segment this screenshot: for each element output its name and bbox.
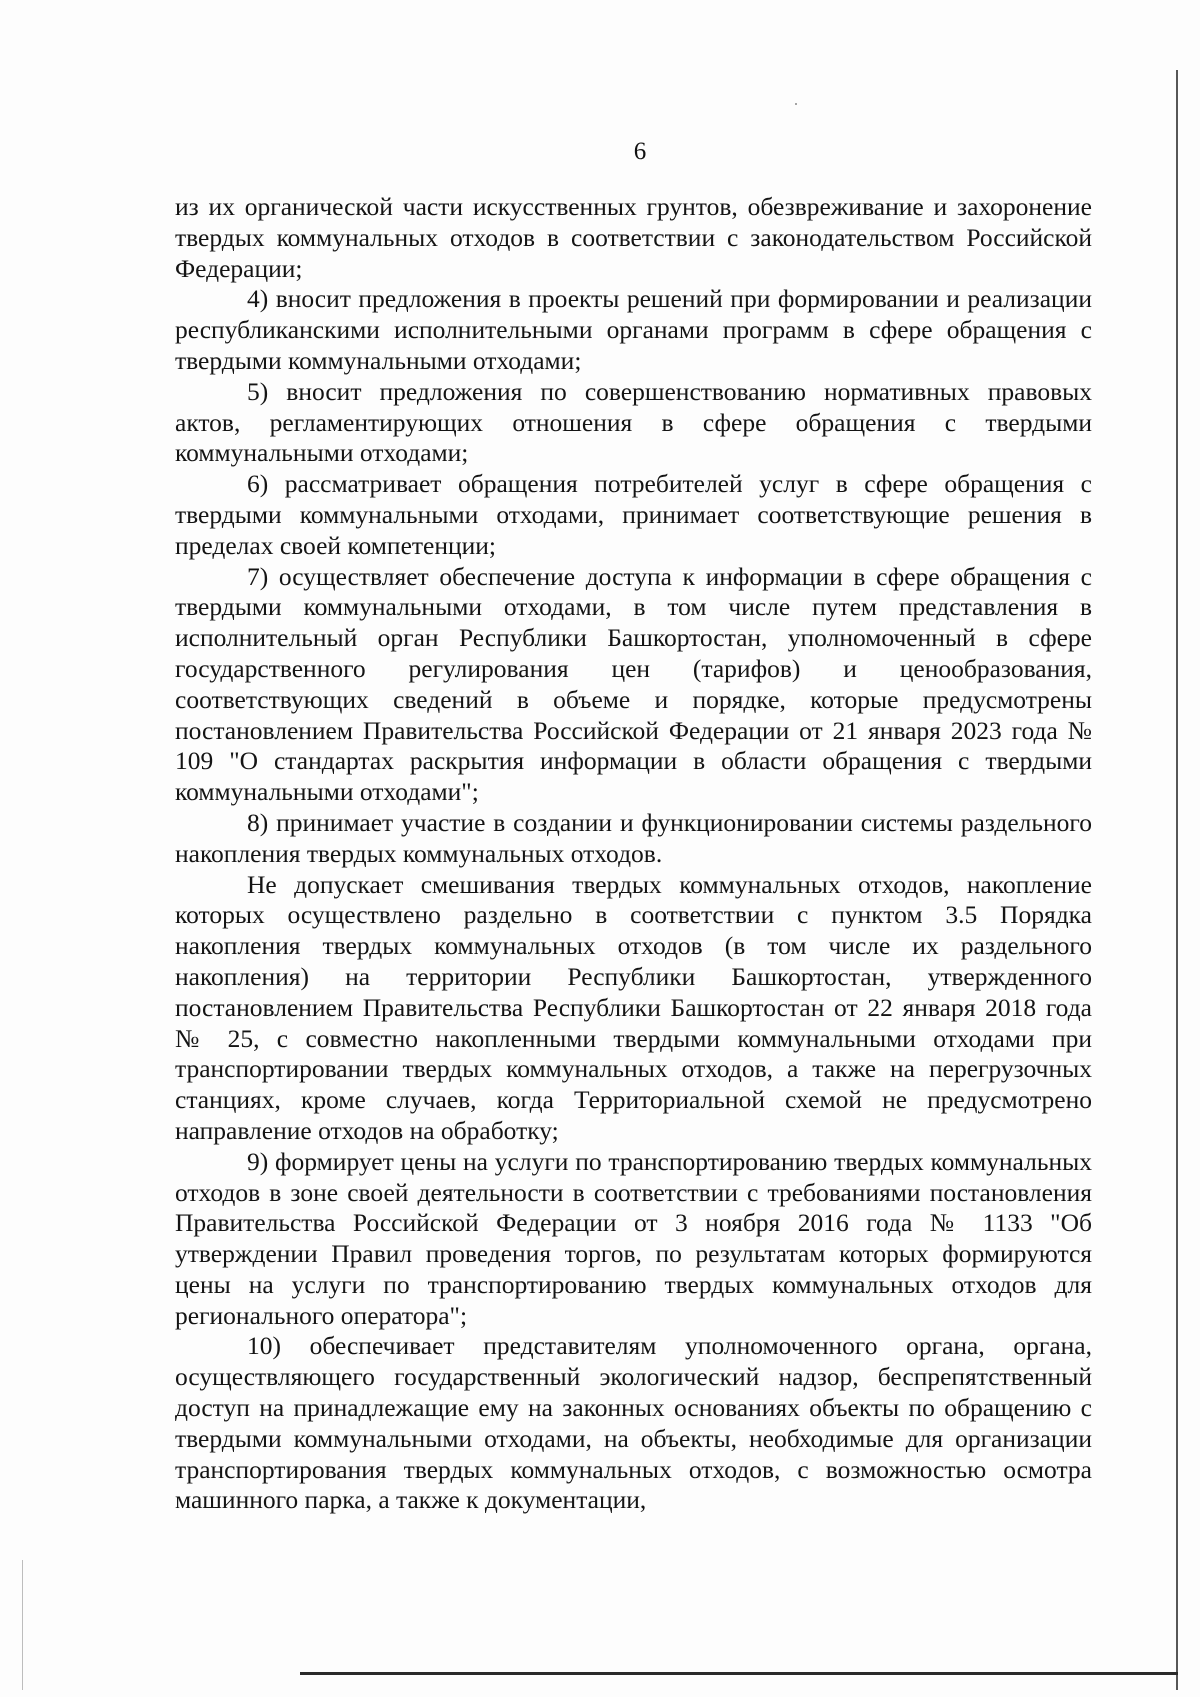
paragraph-item-4: 4) вносит предложения в проекты решений при формировании и реализации республиканскими исполнительными органами программ в сфере обращения с твердыми коммунальными отходами; xyxy=(175,284,1092,375)
paragraph-item-6: 6) рассматривает обращения потребителей услуг в сфере обращения с твердыми коммунальными отходами, принимает соответствующие решения в пределах своей компетенции; xyxy=(175,469,1092,560)
paragraph-continuation: из их органической части искусственных грунтов, обезвреживание и захоронение твердых коммунальных отходов в соответствии с законодательством Российской Федерации; xyxy=(175,192,1092,283)
scan-speck xyxy=(795,103,797,105)
paragraph-item-5: 5) вносит предложения по совершенствованию нормативных правовых актов, регламентирующих отношения в сфере обращения с твердыми коммунальными отходами; xyxy=(175,376,1092,468)
document-body xyxy=(175,192,1092,1516)
paragraph-mixing-rule: Не допускает смешивания твердых коммунальных отходов, накопление которых осуществлено раздельно в соответствии с пунктом 3.5 Порядка накопления твердых коммунальных отходов (в том числе их раздельного накопления) на территории Республики Башкортостан, утвержденного постановлением Правительства Республики Башкортостан от 22 января 2018 года № 25, с совместно накопленными твердыми коммунальными отходами при транспортировании твердых коммунальных отходов, а также на перегрузочных станциях, кроме случаев, когда Территориальной схемой не предусмотрено направление отходов на обработку; xyxy=(175,869,1092,1145)
paragraph-item-10: 10) обеспечивает представителям уполномоченного органа, органа, осуществляющего государственный экологический надзор, беспрепятственный доступ на принадлежащие ему на законных основаниях объекты по обращению с твердыми коммунальными отходами, на объекты, необходимые для организации транспортирования твердых коммунальных отходов, с возможностью осмотра машинного парка, а также к документации, xyxy=(175,1331,1092,1515)
page-number: 6 xyxy=(633,138,647,165)
paragraph-item-8: 8) принимает участие в создании и функционировании системы раздельного накопления твердых коммунальных отходов. xyxy=(175,807,1092,868)
scan-border-bottom xyxy=(300,1672,1178,1675)
paragraph-item-9: 9) формирует цены на услуги по транспортированию твердых коммунальных отходов в зоне своей деятельности в соответствии с требованиями постановления Правительства Российской Федерации от 3 ноября 2016 года № 1133 "Об утверждении Правил проведения торгов, по результатам которых формируются цены на услуги по транспортированию твердых коммунальных отходов для регионального оператора"; xyxy=(175,1146,1092,1330)
scan-border-right xyxy=(1176,70,1178,1690)
scan-border-left xyxy=(22,1560,23,1690)
paragraph-item-7: 7) осуществляет обеспечение доступа к информации в сфере обращения с твердыми коммунальными отходами, в том числе путем представления в исполнительный орган Республики Башкортостан, уполномоченный в сфере государственного регулирования цен (тарифов) и ценообразования, соответствующих сведений в объеме и порядке, которые предусмотрены постановлением Правительства Российской Федерации от 21 января 2023 года № 109 "О стандартах раскрытия информации в области обращения с твердыми коммунальными отходами"; xyxy=(175,561,1092,807)
